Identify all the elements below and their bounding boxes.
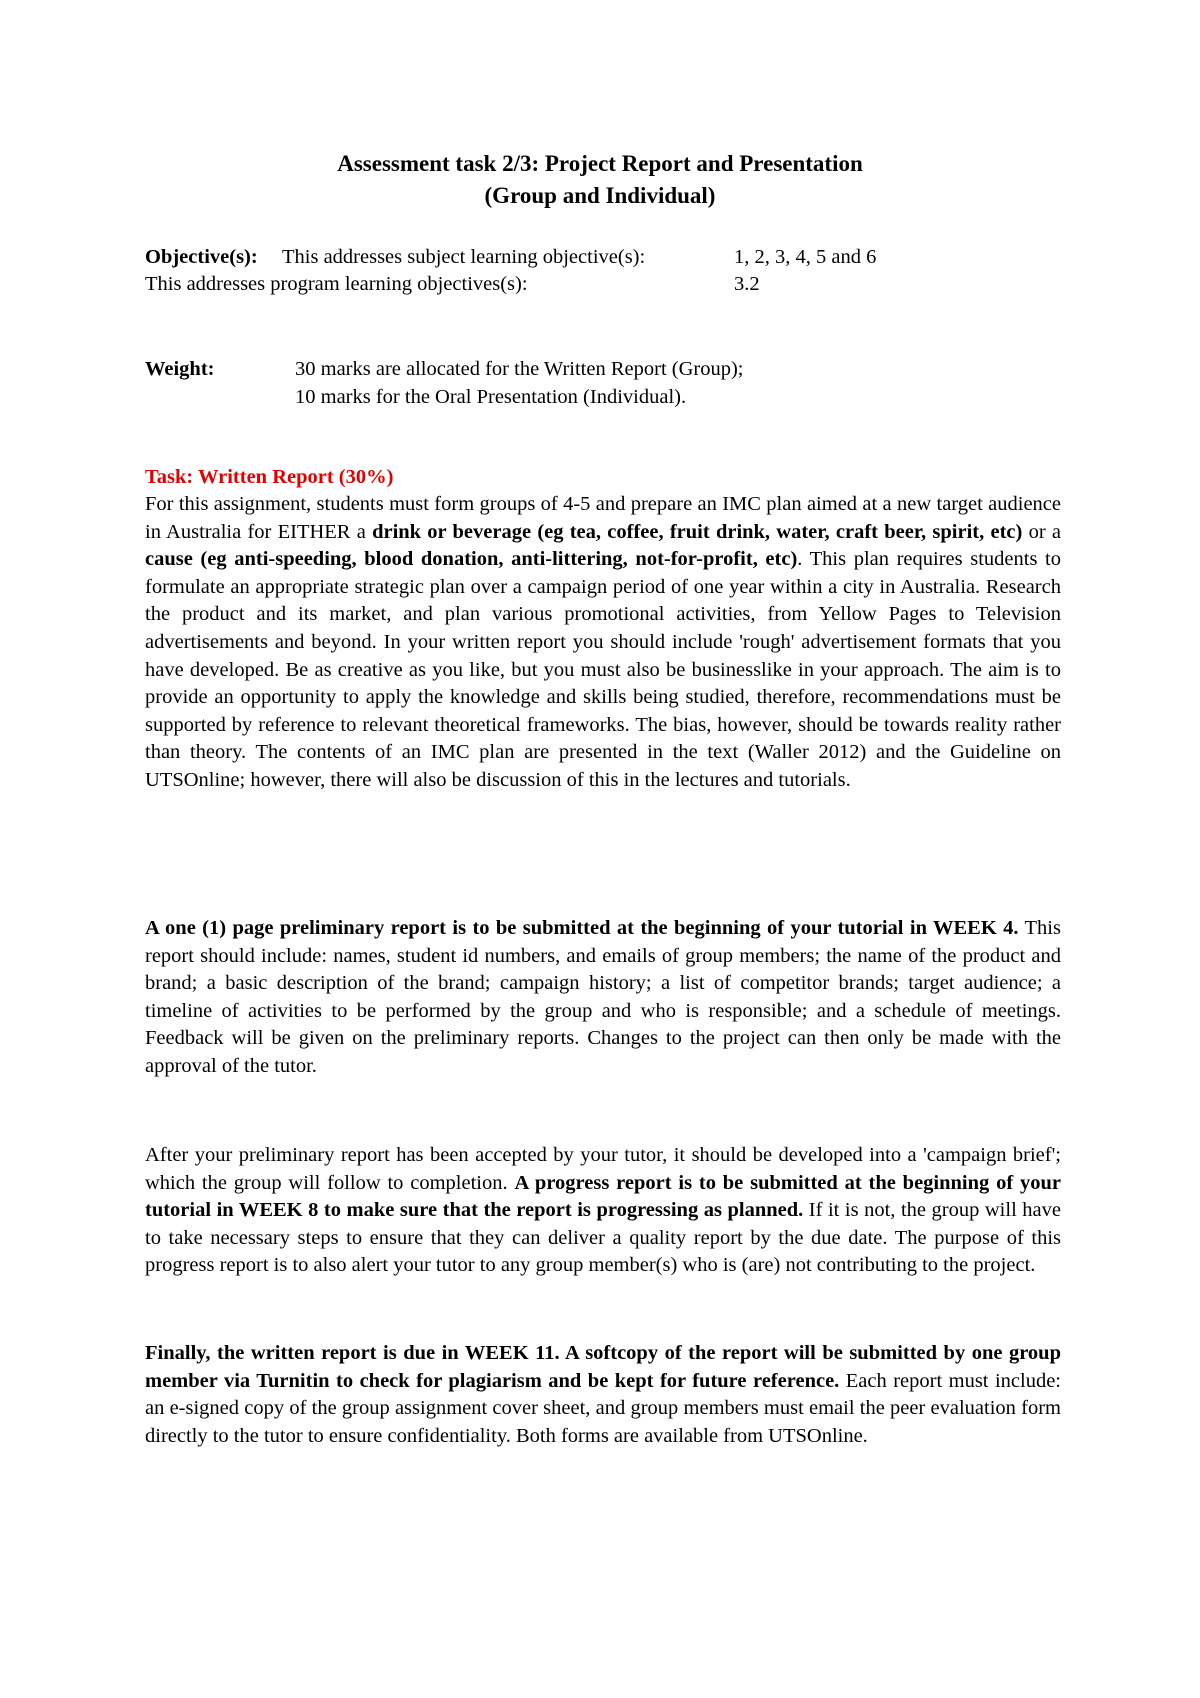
weight-line1: 30 marks are allocated for the Written Report (Group); (295, 358, 744, 380)
progress-paragraph (145, 1142, 1061, 1280)
document-subtitle: (Group and Individual) (484, 183, 716, 208)
task-text-e: . This plan requires students to formulate an appropriate strategic plan over a campaign period of one year within a city in Australia. Research the product and its market, and plan various promotional activities, from Yellow Pages to Television advertisements and beyond. In your written report you should include 'rough' advertisement formats that you have developed. Be as creative as you like, but you must also be businesslike in your approach. The aim is to provide an opportunity to apply the knowledge and skills being studied, therefore, recommendations must be supported by reference to relevant theoretical frameworks. The bias, however, should be towards reality rather than theory. The contents of an IMC plan are presented in the text (Waller 2012) and the Guideline on UTSOnline; however, there will also be discussion of this in the lectures and tutorials. (145, 548, 1061, 791)
progress-text-b: If it is not, the group will have to take necessary steps to ensure that they can deliver a quality report by the due date. The purpose of this progress report is to also alert your tutor to any group member(s) who is (are) not contributing to the project. (145, 1199, 1061, 1277)
task-drink-option: drink or beverage (eg tea, coffee, fruit drink, water, craft beer, spirit, etc) (372, 520, 1023, 543)
task-paragraph (145, 491, 1061, 795)
task-heading: Task: Written Report (30%) (145, 466, 394, 488)
objectives-subject-text: This addresses subject learning objective(s): (282, 246, 646, 268)
preliminary-bold: A one (1) page preliminary report is to be submitted at the beginning of your tutorial in WEEK 4. (145, 917, 1019, 939)
final-text: Each report must include: an e-signed copy of the group assignment cover sheet, and group members must email the peer evaluation form directly to the tutor to ensure confidentiality. Both forms are available from UTSOnline. (145, 1369, 1061, 1447)
document-title: Assessment task 2/3: Project Report and Presentation (337, 151, 863, 176)
progress-text-a: After your preliminary report has been accepted by your tutor, it should be developed into a 'campaign brief'; which the group will follow to completion. (145, 1144, 1061, 1194)
final-paragraph (145, 1340, 1061, 1450)
progress-bold: A progress report is to be submitted at the beginning of your tutorial in WEEK 8 to make sure that the report is progressing as planned. (145, 1171, 1061, 1222)
objectives-label: Objective(s): (145, 246, 258, 268)
objectives-program-text: This addresses program learning objectives(s): (145, 273, 528, 295)
preliminary-paragraph (145, 915, 1061, 1081)
preliminary-text: This report should include: names, student id numbers, and emails of group members; the name of the product and brand; a basic description of the brand; campaign history; a list of competitor brands; target audience; a timeline of activities to be performed by the group and who is responsible; and a schedule of meetings. Feedback will be given on the preliminary reports. Changes to the project can then only be made with the approval of the tutor. (145, 917, 1061, 1077)
task-text-c: or a (1022, 520, 1061, 543)
task-text-a: For this assignment, students must form groups of 4-5 and prepare an IMC plan aimed at a new target audience in Australia for EITHER a (145, 493, 1061, 543)
weight-label: Weight: (145, 358, 215, 380)
objectives-program-values: 3.2 (734, 273, 760, 295)
task-cause-option: cause (eg anti-speeding, blood donation, anti-littering, not-for-profit, etc) (145, 548, 798, 571)
weight-line2: 10 marks for the Oral Presentation (Individual). (295, 386, 687, 408)
objectives-subject-values: 1, 2, 3, 4, 5 and 6 (734, 246, 877, 268)
final-bold: Finally, the written report is due in WEEK 11. A softcopy of the report will be submitted by one group member via Turnitin to check for plagiarism and be kept for future reference. (145, 1342, 1061, 1392)
